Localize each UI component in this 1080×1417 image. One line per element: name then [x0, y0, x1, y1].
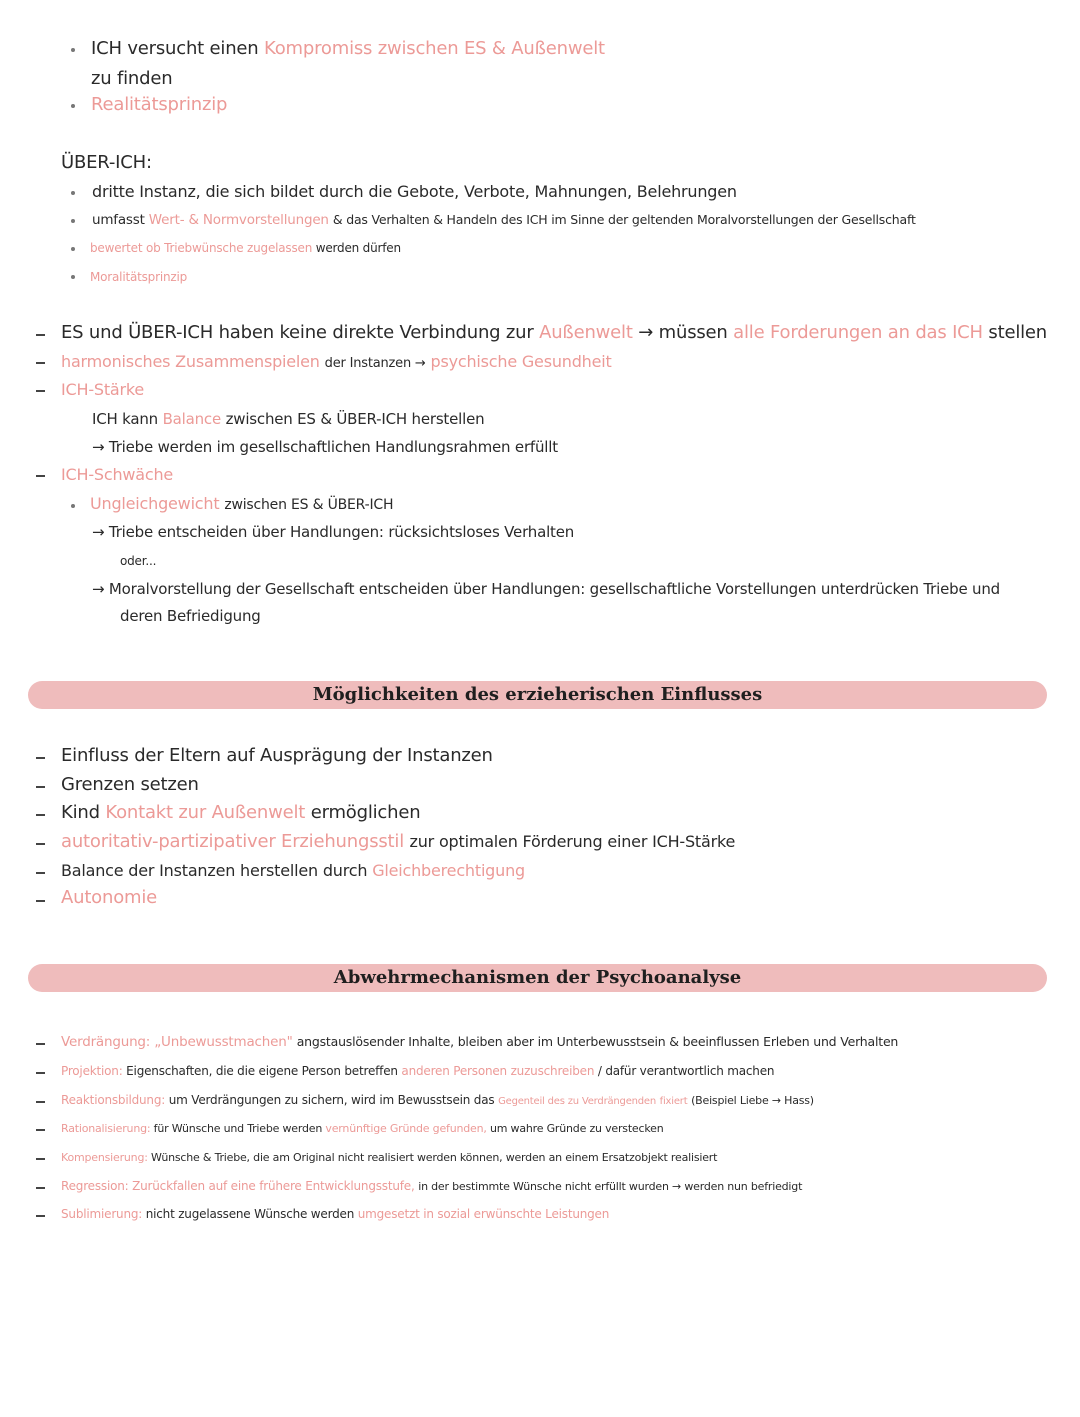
- text: ICH versucht einen: [91, 38, 259, 59]
- text: um wahre Gründe zu verstecken: [489, 1122, 664, 1135]
- highlight-text: Gegenteil des zu Verdrängenden: [498, 1096, 657, 1107]
- ich-schwaeche-item-5: deren Befriedigung: [120, 607, 261, 625]
- abwehr-item-reaktionsbildung: [61, 1093, 814, 1107]
- bullet-dot: [71, 219, 75, 223]
- ich-line-2: zu finden: [91, 68, 173, 89]
- erziehung-item-1: Einfluss der Eltern auf Ausprägung der Instanzen: [61, 745, 493, 766]
- bullet-dot: [71, 104, 75, 108]
- text: für Wünsche und Triebe werden: [153, 1122, 323, 1135]
- highlight-text: alle Forderungen an das ICH: [733, 322, 983, 343]
- highlight-text: bewertet ob Triebwünsche zugelassen: [90, 241, 313, 255]
- dash: [36, 814, 45, 816]
- ueber-ich-heading: ÜBER-ICH:: [61, 152, 152, 173]
- text: der Instanzen →: [324, 356, 426, 371]
- bullet-dot: [71, 275, 75, 279]
- highlight-text: Wert- & Normvorstellungen: [148, 212, 329, 228]
- ich-schwaeche-heading: ICH-Schwäche: [61, 465, 174, 484]
- dash: [36, 1072, 45, 1074]
- ueber-ich-item-2: [92, 212, 916, 228]
- dash: [36, 1187, 45, 1189]
- highlight-text: anderen Personen zuzuschreiben: [401, 1064, 595, 1078]
- text: Balance der Instanzen herstellen durch: [61, 861, 368, 880]
- ich-schwaeche-item-1: [90, 494, 393, 513]
- ich-schwaeche-item-2: → Triebe entscheiden über Handlungen: rücksichtsloses Verhalten: [92, 523, 575, 541]
- section-banner-abwehr: Abwehrmechanismen der Psychoanalyse: [28, 964, 1047, 992]
- term: Sublimierung:: [61, 1207, 143, 1221]
- text: werden dürfen: [315, 241, 401, 255]
- dash: [36, 390, 45, 392]
- text: ES und ÜBER-ICH haben keine direkte Verbindung zur: [61, 322, 534, 343]
- ich-schwaeche-item-4: → Moralvorstellung der Gesellschaft entscheiden über Handlungen: gesellschaftliche Vorstellungen unterdrücken Triebe und: [92, 580, 1000, 598]
- highlight-text: fixiert: [659, 1096, 688, 1107]
- dash: [36, 900, 45, 902]
- abwehr-item-verdraengung: [61, 1034, 898, 1050]
- text: Eigenschaften, die die eigene Person betreffen: [126, 1064, 398, 1078]
- highlight-text: vernünftige Gründe gefunden,: [325, 1122, 487, 1135]
- abwehr-item-regression: [61, 1179, 802, 1193]
- highlight-text: Kompromiss zwischen ES & Außenwelt: [264, 38, 605, 59]
- dash: [36, 1101, 45, 1103]
- highlight-text: Ungleichgewicht: [90, 494, 220, 513]
- highlight-text: Kontakt zur Außenwelt: [105, 802, 306, 823]
- bullet-dot: [71, 191, 75, 195]
- text: ermöglichen: [310, 802, 421, 823]
- dash: [36, 1215, 45, 1217]
- relations-line-1: [61, 322, 1047, 343]
- text: zwischen ES & ÜBER-ICH herstellen: [225, 410, 485, 428]
- text: (Beispiel Liebe → Hass): [691, 1094, 814, 1107]
- relations-line-2: [61, 352, 612, 371]
- ich-line-1: [91, 38, 605, 59]
- dash: [36, 1158, 45, 1160]
- erziehung-item-6: Autonomie: [61, 887, 158, 908]
- ich-schwaeche-item-3: oder...: [120, 554, 157, 568]
- dash: [36, 1043, 45, 1045]
- bullet-dot: [71, 48, 75, 52]
- highlight-text: autoritativ-partizipativer Erziehungsstil: [61, 831, 405, 852]
- abwehr-item-sublimierung: [61, 1207, 609, 1221]
- text: stellen: [988, 322, 1048, 343]
- term: Kompensierung:: [61, 1151, 148, 1164]
- bullet-dot: [71, 247, 75, 251]
- dash: [36, 843, 45, 845]
- highlight-text: Zurückfallen auf eine frühere Entwicklungsstufe,: [132, 1179, 415, 1193]
- ueber-ich-moralitaetsprinzip: Moralitätsprinzip: [90, 270, 188, 284]
- section-banner-erziehung: Möglichkeiten des erzieherischen Einflusses: [28, 681, 1047, 709]
- term: Regression:: [61, 1179, 129, 1193]
- dash: [36, 1129, 45, 1131]
- term: Verdrängung:: [61, 1034, 151, 1050]
- dash: [36, 872, 45, 874]
- text: zwischen ES & ÜBER-ICH: [224, 497, 394, 513]
- text: umfasst: [92, 212, 145, 228]
- ich-staerke-item-1: [92, 410, 484, 428]
- term: Reaktionsbildung:: [61, 1093, 166, 1107]
- term: Projektion:: [61, 1064, 123, 1078]
- dash: [36, 786, 45, 788]
- text: & das Verhalten & Handeln des ICH im Sinne der geltenden Moralvorstellungen der Gesellschaft: [332, 212, 916, 227]
- text: in der bestimmte Wünsche nicht erfüllt wurden → werden nun befriedigt: [418, 1180, 803, 1193]
- dash: [36, 334, 45, 336]
- text: / dafür verantwortlich machen: [597, 1064, 775, 1078]
- term: Rationalisierung:: [61, 1122, 151, 1135]
- text: → müssen: [638, 322, 728, 343]
- erziehung-item-4: [61, 831, 735, 852]
- text: Kind: [61, 802, 100, 823]
- erziehung-item-2: Grenzen setzen: [61, 774, 199, 795]
- abwehr-item-rationalisierung: [61, 1122, 663, 1135]
- text: Wünsche & Triebe, die am Original nicht realisiert werden können, werden an einem Ersatzobjekt realisiert: [151, 1151, 718, 1164]
- ich-realitaetsprinzip: Realitätsprinzip: [91, 94, 228, 115]
- highlight-text: Außenwelt: [539, 322, 633, 343]
- ich-staerke-item-2: → Triebe werden im gesellschaftlichen Handlungsrahmen erfüllt: [92, 438, 558, 456]
- erziehung-item-3: [61, 802, 420, 823]
- dash: [36, 757, 45, 759]
- highlight-text: Balance: [162, 410, 221, 428]
- highlight-text: harmonisches Zusammenspielen: [61, 352, 320, 371]
- highlight-text: Gleichberechtigung: [372, 861, 525, 880]
- bullet-dot: [71, 504, 75, 508]
- dash: [36, 475, 45, 477]
- text: ICH kann: [92, 410, 158, 428]
- text: angstauslösender Inhalte, bleiben aber im Unterbewusstsein & beeinflussen Erleben und Verhalten: [296, 1034, 899, 1049]
- highlight-text: umgesetzt in sozial erwünschte Leistungen: [357, 1207, 610, 1221]
- highlight-text: psychische Gesundheit: [430, 352, 612, 371]
- text: zur optimalen Förderung einer ICH-Stärke: [409, 832, 736, 851]
- text: um Verdrängungen zu sichern, wird im Bewusstsein das: [168, 1093, 495, 1107]
- text: nicht zugelassene Wünsche werden: [145, 1207, 355, 1221]
- ich-staerke-heading: ICH-Stärke: [61, 380, 145, 399]
- abwehr-item-projektion: [61, 1064, 774, 1078]
- highlight-text: „Unbewusstmachen": [154, 1034, 293, 1050]
- abwehr-item-kompensierung: [61, 1151, 717, 1164]
- dash: [36, 362, 45, 364]
- erziehung-item-5: [61, 861, 525, 880]
- ueber-ich-item-3: [90, 241, 401, 255]
- ueber-ich-item-1: dritte Instanz, die sich bildet durch die Gebote, Verbote, Mahnungen, Belehrungen: [92, 182, 737, 201]
